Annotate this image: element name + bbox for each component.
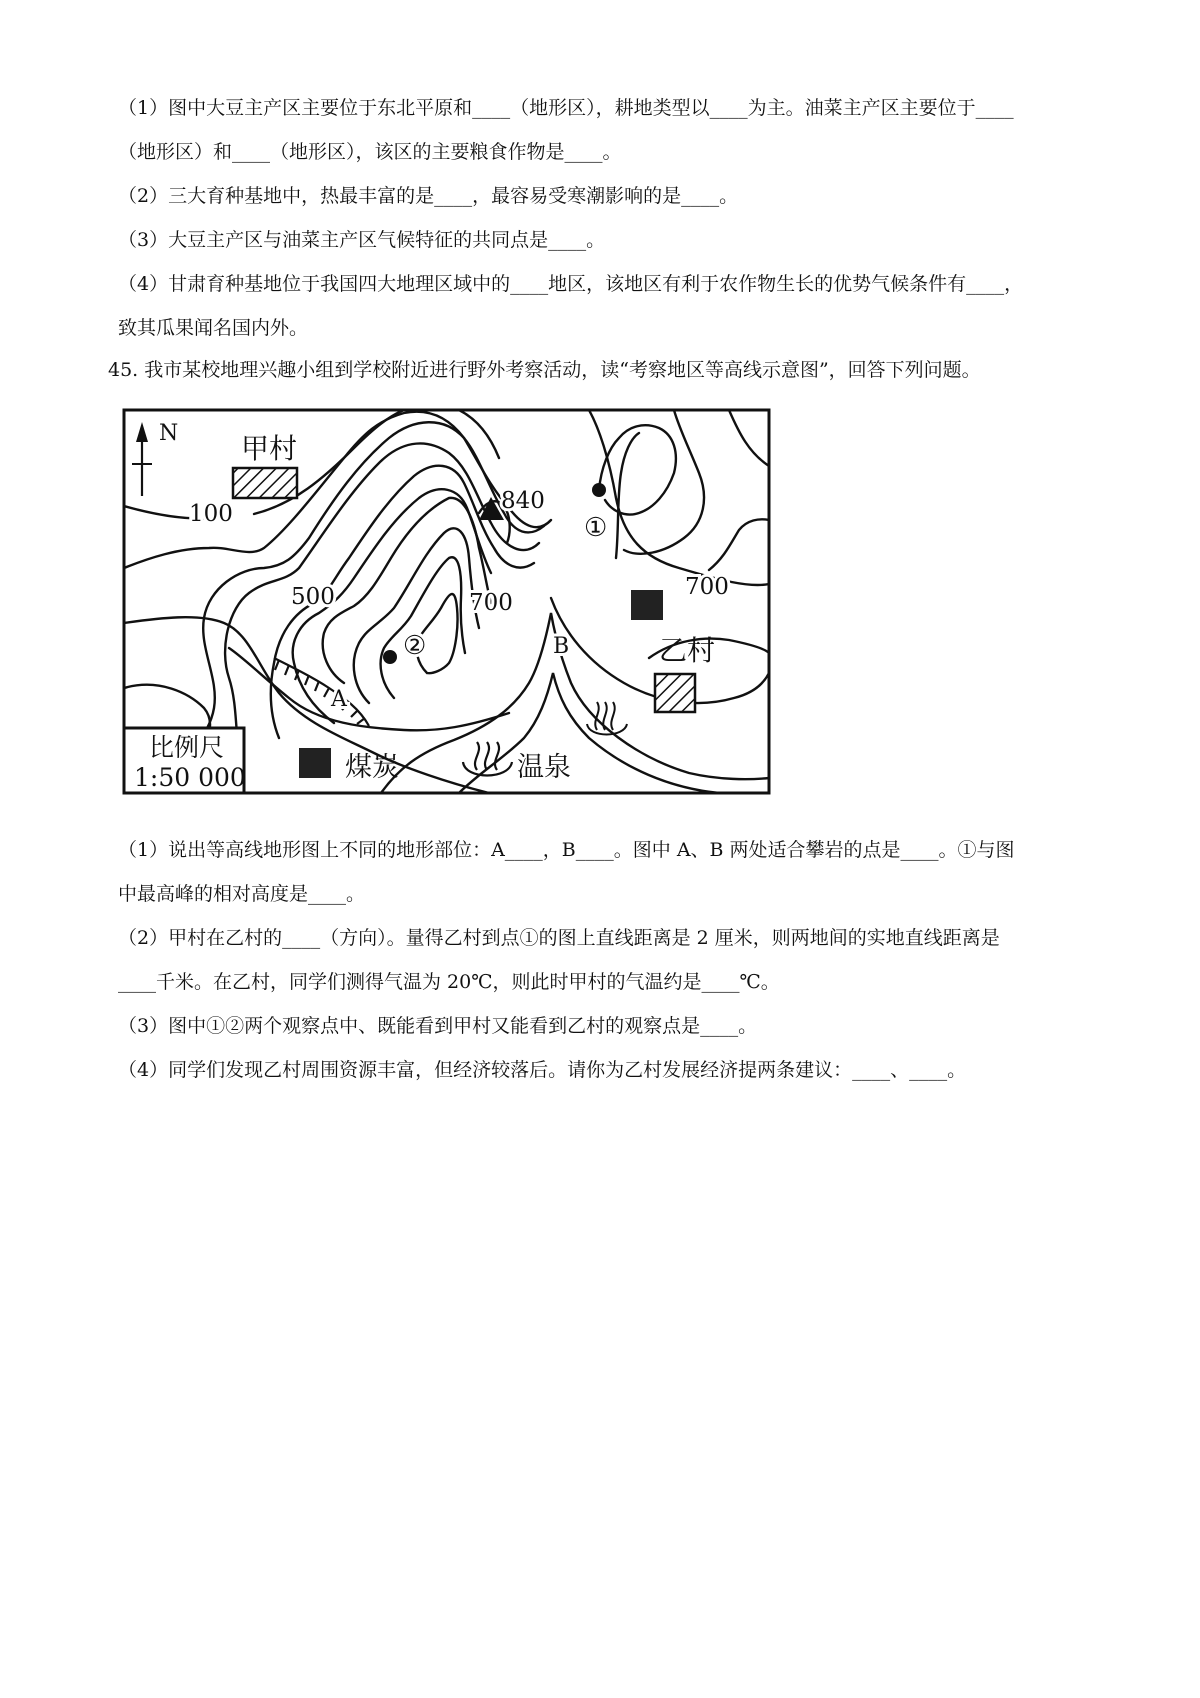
legend-coal-icon bbox=[299, 748, 331, 778]
coal-marker bbox=[631, 590, 663, 620]
point-2-marker bbox=[383, 650, 397, 664]
label-b: B bbox=[553, 634, 570, 659]
village-yi-label: 乙村 bbox=[659, 634, 716, 667]
scale-title: 比例尺 bbox=[149, 733, 225, 762]
contour-label-500: 500 bbox=[291, 584, 335, 610]
contour-label-700-left: 700 bbox=[469, 590, 513, 616]
q44-part-2: （2）三大育种基地中，热最丰富的是____，最容易受寒潮影响的是____。 bbox=[118, 185, 739, 207]
q45-part-1-line-1: （1）说出等高线地形图上不同的地形部位：A____，B____。图中 A、B 两处适合攀岩的点是____。①与图 bbox=[118, 839, 1015, 861]
q44-part-3: （3）大豆主产区与油菜主产区气候特征的共同点是____。 bbox=[118, 229, 606, 251]
q45-part-1-line-2: 中最高峰的相对高度是____。 bbox=[118, 883, 366, 905]
north-label: N bbox=[159, 421, 179, 446]
q45-part-2-line-1: （2）甲村在乙村的____（方向）。量得乙村到点①的图上直线距离是 2 厘米，则两地间的实地直线距离是 bbox=[118, 927, 1000, 949]
q45-part-2-line-2: ____千米。在乙村，同学们测得气温为 20℃，则此时甲村的气温约是____℃。 bbox=[118, 971, 780, 993]
q44-part-4-line-1: （4）甘肃育种基地位于我国四大地理区域中的____地区，该地区有利于农作物生长的优势气候条件有____， bbox=[118, 273, 1024, 295]
village-yi-marker bbox=[655, 674, 695, 712]
contour-map bbox=[119, 408, 877, 882]
scale-box bbox=[124, 728, 246, 793]
point-1-marker bbox=[592, 483, 606, 497]
point-2-label: ② bbox=[403, 631, 427, 661]
legend-coal-label: 煤炭 bbox=[345, 752, 399, 783]
village-jia-label: 甲村 bbox=[241, 432, 298, 465]
village-jia-marker bbox=[233, 468, 297, 498]
point-1-label: ① bbox=[584, 513, 608, 543]
legend-hot-spring-label: 温泉 bbox=[517, 752, 571, 783]
label-a: A bbox=[331, 687, 347, 712]
peak-elevation: 840 bbox=[501, 488, 545, 514]
q44-line-2: （地形区）和____（地形区），该区的主要粮食作物是____。 bbox=[118, 141, 622, 163]
contour-label-100: 100 bbox=[189, 501, 233, 527]
q45-stem: 45. 我市某校地理兴趣小组到学校附近进行野外考察活动，读“考察地区等高线示意图”，回答下列问题。 bbox=[108, 359, 981, 381]
q45-part-3: （3）图中①②两个观察点中、既能看到甲村又能看到乙村的观察点是____。 bbox=[118, 1015, 758, 1037]
scale-value: 1:50 000 bbox=[134, 763, 246, 792]
contour-label-700-right: 700 bbox=[685, 574, 729, 600]
q45-part-4: （4）同学们发现乙村周围资源丰富，但经济较落后。请你为乙村发展经济提两条建议：____、____。 bbox=[118, 1059, 967, 1081]
q44-part-4-line-2: 致其瓜果闻名国内外。 bbox=[118, 317, 309, 339]
q44-line-1: （1）图中大豆主产区主要位于东北平原和____（地形区），耕地类型以____为主。油菜主产区主要位于____ bbox=[118, 97, 1014, 119]
